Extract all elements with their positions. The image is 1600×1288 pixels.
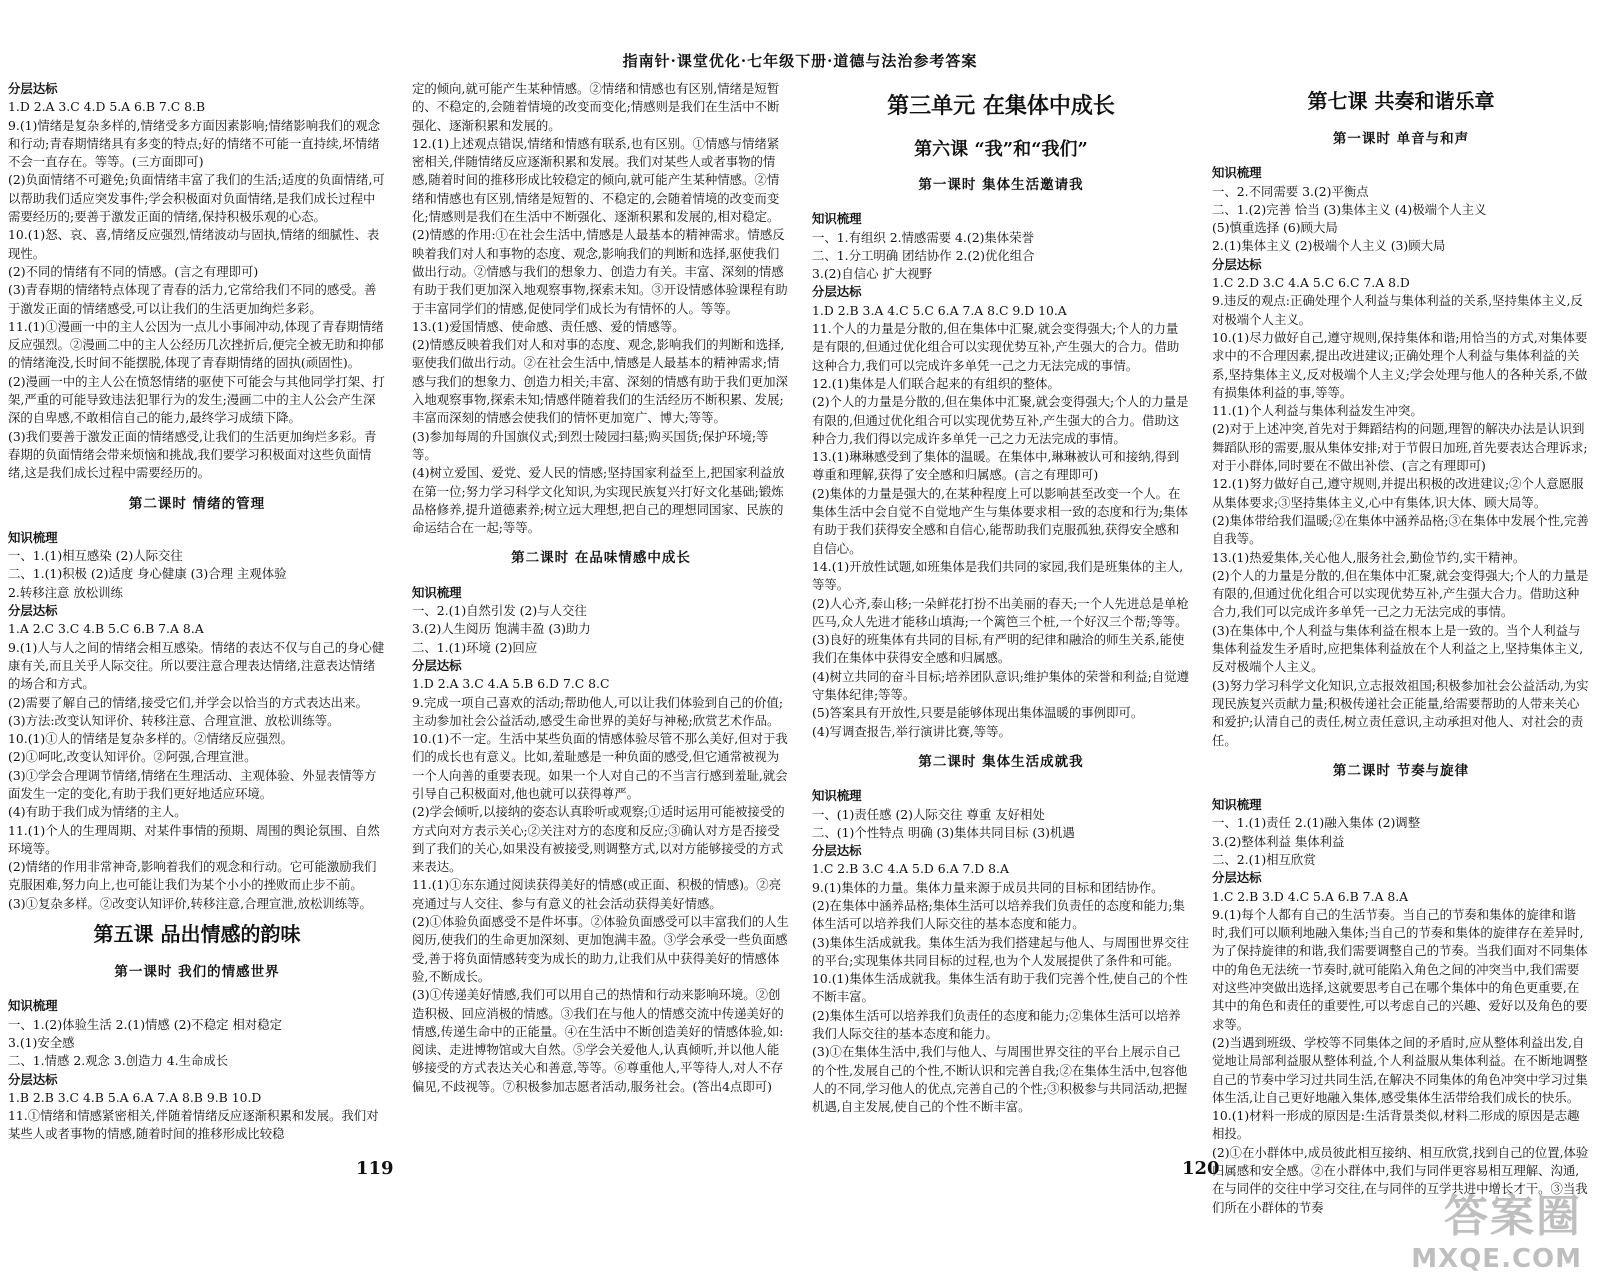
lesson-heading: 第七课 共奏和谐乐章 [1307,89,1495,113]
answer-line: (2)情感的作用:①在社会生活中,情感是人最基本的精神需求。情感反映着我们对人和事物的态度、观念,影响我们的判断和选择,驱使我们做出行动。②情感与我们的想象力、创造力有关。丰富、深刻的情感有助于我们更加深入地观察事物,探索未知。③开设情感体验课程有助于丰富同学们的情感,促使同学们成长为有情怀的人。等等。 [412,227,788,316]
answer-line: 9.(1)情绪是复杂多样的,情绪受多方面因素影响;情绪影响我们的观念和行动;青春期情绪具有多变的特点;好的情绪不可能一直持续,坏情绪不会一直存在。等等。(三方面即可) [8,117,381,170]
answer-line: 12.(1)集体是人们联合起来的有组织的整体。 [812,375,1060,391]
answer-line: 二、2.(1)相互欣赏 [1212,851,1316,867]
answer-line: (2)不同的情绪有不同的情感。(言之有理即可) [8,263,259,279]
answer-line: (2)个人的力量是分散的,但在集体中汇聚,就会变得强大;个人的力量是有限的,但通过优化组合可以实现优势互补,产生强大的合力。借助这种合力,我们得以完成许多单凭一己之力无法完成的事情。 [812,394,1189,446]
answer-line: (3)我们要善于激发正面的情绪感受,让我们的生活更加绚烂多彩。青春期的负面情绪会带来烦恼和挑战,我们要学习积极面对这些负面情绪,这是我们成长过程中需要经历的。 [8,428,377,481]
answer-line: 二、1.情感 2.观念 3.创造力 4.生命成长 [8,1053,229,1069]
answer-line: 11.个人的力量是分散的,但在集体中汇聚,就会变得强大;个人的力量是有限的,但通过优化组合可以实现优势互补,产生强大的合力。借助这种合力,我们可以完成许多单凭一己之力无法完成的事情。 [812,321,1180,373]
answer-line: 1.B 2.B 3.C 4.B 5.A 6.A 7.A 8.B 9.B 10.D [8,1089,262,1105]
section-label: 知识梳理 [812,788,862,804]
answer-line: 9.完成一项自己喜欢的活动;帮助他人,可以让我们体验到自己的价值;主动参加社会公益活动,感受生命世界的美好与神秘;欣赏艺术作品。 [412,694,784,728]
answer-line: (2)①在小群体中,成员彼此相互接纳、相互欣赏,找到自己的位置,体验归属感和安全感。②在小群体中,我们与同伴更容易相互理解、沟通,在与同伴的交往中学习交往,在与同伴的互学共进中增长才干。③当我们所在小群体的节奏 [1212,1144,1589,1215]
period-heading: 第一课时 集体生活邀请我 [918,177,1084,193]
answer-line: (2)负面情绪不可避免;负面情绪丰富了我们的生活;适度的负面情绪,可以帮助我们适应突发事件;学会积极面对负面情绪,是我们成长过程中需要经历的;要善于激发正面的情绪,保持积极乐观的心态。 [8,172,385,225]
answer-line: (4)写调查报告,举行演讲比赛,等等。 [812,723,1011,739]
answer-line: 一、1.(2)体验生活 2.(1)情感 (2)不稳定 相对稳定 [8,1016,282,1032]
watermark [1411,1180,1582,1274]
answer-line: (2)情绪的作用非常神奇,影响着我们的观念和行动。它可能激励我们克服困难,努力向上,也可能让我们为某个小小的挫败而止步不前。 [8,859,377,893]
answer-line: (5)答案具有开放性,只要是能够体现出集体温暖的事例即可。 [812,705,1144,721]
answer-line: 1.C 2.B 3.D 4.C 5.A 6.B 7.A 8.A [1212,888,1409,904]
period-heading: 第二课时 情绪的管理 [128,495,266,512]
period-heading: 第一课时 单音与和声 [1332,131,1470,147]
answer-line: 1.A 2.C 3.C 4.B 5.C 6.B 7.A 8.A [8,621,204,637]
answer-line: 2.转移注意 放松训练 [8,584,123,600]
column-4 [1212,80,1590,1215]
answer-line: 9.违反的观点:正确处理个人利益与集体利益的关系,坚持集体主义,反对极端个人主义。 [1212,293,1583,327]
answer-line: 11.(1)个人的生理周期、对某件事情的预期、周围的舆论氛围、自然环境等。 [8,822,380,856]
section-label: 分层达标 [1212,870,1262,886]
answer-line: (5)慎重选择 (6)顾大局 [1212,220,1338,236]
answer-line: (4)有助于我们成为情绪的主人。 [8,804,187,820]
period-heading: 第一课时 我们的情感世界 [114,964,280,981]
answer-line: 二、1.(1)积极 (2)适度 身心健康 (3)合理 主观体验 [8,566,287,582]
answer-line: (2)学会倾听,以接纳的姿态认真聆听或观察;①适时运用可能被接受的方式向对方表示关心;②关注对方的态度和反应;③确认对方是否接受到了我们的关心,如果没有被接受,则调整方式,以对方能够接受的方式来表达。 [412,804,785,875]
answer-line: 13.(1)琳琳感受到了集体的温暖。在集体中,琳琳被认可和接纳,得到尊重和理解,获得了安全感和归属感。(言之有理即可) [812,449,1180,483]
section-label: 分层达标 [8,81,58,96]
lesson-heading: 第六课 “我”和“我们” [914,139,1088,160]
answer-line: (2)①呵叱,改变认知评价。②阿强,合理宣泄。 [8,749,257,765]
answer-line: (3)①在集体生活中,我们与他人、与周围世界交往的平台上展示自己的个性,发展自己的个性,不断认识和完善自我;②在集体生活中,包容他人的不同,学习他人的优点,完善自己的个性;③积极参与共同活动,把握机遇,自主发展,使自己的个性不断丰富。 [812,1044,1188,1115]
section-label: 分层达标 [1212,256,1262,272]
answer-line: 9.(1)每个人都有自己的生活节奏。当自己的节奏和集体的旋律和谐时,我们可以顺利地融入集体;当自己的节奏和集体的旋律存在差异时,为了保持旋律的和谐,我们需要调整自己的节奏。当我们面对不同集体中的角色无法统一节奏时,就可能陷入角色之间的冲突当中,我们需要对这些冲突做出选择,这就要思考自己在哪个集体中的角色更重要,在其中的角色和责任的重要性,可以考虑自己的兴趣、爱好以及角色的要求等。 [1212,906,1588,1032]
unit-heading: 第三单元 在集体中成长 [887,93,1115,119]
answer-line: 13.(1)热爱集体,关心他人,服务社会,勤俭节约,实干精神。 [1212,549,1526,565]
answer-line: (3)方法:改变认知评价、转移注意、合理宣泄、放松训练等。 [8,712,340,728]
answer-line: (2)在集体中涵养品格;集体生活可以培养我们负责任的态度和能力;集体生活可以培养我们人际交往的基本态度和能力。 [812,897,1185,932]
answer-line: 11.①情绪和情感紧密相关,伴随着情绪反应逐渐积累和发展。我们对某些人或者事物的情感,随着时间的推移形成比较稳 [8,1108,379,1142]
answer-line: (2)漫画一中的主人公在愤怒情绪的驱使下可能会与其他同学打架、打架,严重的可能导致违法犯罪行为的发生;漫画二中的主人公会产生深深的自卑感,不敢相信自己的能力,最终学习成绩下降。 [8,373,385,426]
answer-line: (2)当遇到班级、学校等不同集体之间的矛盾时,应从整体利益出发,自觉地让局部利益服从整体利益,个人利益服从集体利益。在不断地调整自己的节奏中学习过共同生活,在解决不同集体的角色冲突中学习过集体生活,让自己更好地融入集体,感受集体生活带给我们成长的快乐。 [1212,1034,1588,1105]
answer-line: 二、(1)个性特点 明确 (3)集体共同目标 (3)机遇 [812,824,1075,840]
answer-line: 二、1.(1)环境 (2)回应 [412,639,538,655]
answer-line: 13.(1)爱国情感、使命感、责任感、爱的情感等。 [412,318,685,334]
answer-line: 1.D 2.B 3.A 4.C 5.C 6.A 7.A 8.C 9.D 10.A [812,302,1067,318]
answer-line: 11.(1)①漫画一中的主人公因为一点儿小事闹冲动,体现了青春期情绪反应强烈。②漫画二中的主人公经历几次挫折后,便完全被无助和抑郁的情绪淹没,长时间不能摆脱,体现了青春期情绪的固执(顽固性)。 [8,318,384,371]
answer-line: 10.(1)尽力做好自己,遵守规则,保持集体和谐;用恰当的方式,对集体要求中的不合理因素,提出改进建议;正确处理个人利益与集体利益的关系,坚持集体主义,反对极端个人主义;学会处理与他人的各种关系,不做有损集体利益的事,等等。 [1212,329,1588,400]
answer-line: (3)①传递美好情感,我们可以用自己的热情和行动来影响环境。②创造积极、回应消极的情感。③我们在与他人的情感交流中传递美好的情感,传递生命中的正能量。④在生活中不断创造美好的情感体验,如:阅读、走进博物馆或大自然。⑤学会关爱他人,认真倾听,并以他人能够接受的方式表达关心和善意,等等。⑥尊重他人,平等待人,对人不存偏见,不歧视等。⑦积极参加志愿者活动,服务社会。(答出4点即可) [412,987,784,1094]
watermark-logo: 答案圈 [1444,1191,1582,1242]
answer-line: 12.(1)努力做好自己,遵守规则,并提出积极的改进建议;②个人意愿服从集体要求;③坚持集体主义,心中有集体,识大体、顾大局等。 [1212,476,1584,510]
answer-line: 10.(1)材料一形成的原因是:生活背景类似,材料二形成的原因是志趣相投。 [1212,1108,1580,1142]
period-heading: 第二课时 集体生活成就我 [918,753,1084,770]
answer-line: (2)集体带给我们温暖;②在集体中涵养品格;③在集体中发展个性,完善自我等。 [1212,512,1589,547]
section-label: 知识梳理 [412,584,462,600]
section-label: 分层达标 [412,657,462,673]
section-label: 分层达标 [8,1071,58,1087]
answer-line: 3.(2)人生阅历 饱满丰盈 (3)助力 [412,621,591,637]
answer-line: 11.(1)个人利益与集体利益发生冲突。 [1212,403,1423,419]
answer-line: 一、1.(1)相互感染 (2)人际交往 [8,548,183,564]
answer-line: (2)集体的力量是强大的,在某种程度上可以影响甚至改变一个人。在集体生活中会自觉不自觉地产生与集体要求相一致的态度和行为;集体有助于我们获得安全感和自信心,能帮助我们克服孤独,获得安全感和自信心。 [812,485,1188,556]
answer-line: 2.(1)集体主义 (2)极端个人主义 (3)顾大局 [1212,238,1446,254]
page-number-right: 120 [1182,1158,1220,1179]
page-number-left: 119 [356,1158,394,1179]
answer-line: (2)人心齐,泰山移;一朵鲜花打扮不出美丽的春天;一个人先进总是单枪匹马,众人先进才能移山填海;一个篱笆三个桩,一个好汉三个帮;等等。 [812,595,1189,629]
answer-line: 10.(1)集体生活成就我。集体生活有助于我们完善个性,使自己的个性不断丰富。 [812,971,1188,1005]
answer-line: (4)树立爱国、爱党、爱人民的情感;坚持国家利益至上,把国家利益放在第一位;努力学习科学文化知识,为实现民族复兴打好文化基础;锻炼品格修养,提升道德素养;树立远大理想,把自己的理想同国家、民族的命运结合在一起;等等。 [412,465,785,536]
answer-line: 一、1.(1)责任 2.(1)融入集体 (2)调整 [1212,815,1421,831]
answer-line: (2)需要了解自己的情绪,接受它们,并学会以恰当的方式表达出来。 [8,694,368,710]
answer-line: (2)情感反映着我们对人和对事的态度、观念,影响我们的判断和选择,驱使我们做出行动。②在社会生活中,情感是人最基本的精神需求;情感与我们的想象力、创造力相关;丰富、深刻的情感有助于我们更加深入地观察事物,探索未知;情感伴随着我们的生活经历不断积累、发展;丰富而深刻的情感会使我们的情怀更加宽广、博大;等等。 [412,337,788,426]
answer-line: (3)①学会合理调节情绪,情绪在生理活动、主观体验、外显表情等方面发生一定的变化,有助于我们更好地适应环境。 [8,767,377,801]
answer-line: 1.D 2.A 3.C 4.A 5.B 6.D 7.C 8.C [412,676,610,692]
answer-line: (2)集体生活可以培养我们负责任的态度和能力;②集体生活可以培养我们人际交往的基本态度和能力。 [812,1007,1181,1042]
answer-line: 定的倾向,就可能产生某种情感。②情绪和情感也有区别,情绪是短暂的、不稳定的,会随着情境的改变而变化;情感则是我们在生活中不断强化、逐渐积累和发展的。 [412,81,780,133]
answer-line: 9.(1)人与人之间的情绪会相互感染。情绪的表达不仅与自己的身心健康有关,而且关乎人际交往。所以要注意合理表达情绪,注意表达情绪的场合和方式。 [8,639,385,692]
answer-line: 一、1.有组织 2.情感需要 4.(2)集体荣誉 [812,229,1034,245]
answer-line: 一、2.不同需要 3.(2)平衡点 [1212,183,1369,199]
answer-line: 3.(2)整体利益 集体利益 [1212,833,1345,849]
section-label: 知识梳理 [8,529,58,545]
answer-line: (3)努力学习科学文化知识,立志报效祖国;积极参加社会公益活动,为实现民族复兴贡献力量;积极传递社会正能量,给需要帮助的人带来关心和爱护;认清自己的责任,树立责任意识,主动承担对他人、对社会的责任。 [1212,677,1589,748]
section-label: 分层达标 [812,843,862,859]
column-1 [8,80,386,1160]
answer-line: (3)良好的班集体有共同的目标,有严明的纪律和融洽的师生关系,能使我们在集体中获得安全感和归属感。 [812,632,1185,666]
answer-line: 10.(1)怒、哀、喜,情绪反应强烈,情绪波动与固执,情绪的细腻性、表现性。 [8,227,380,261]
answer-line: 二、1.分工明确 团结协作 2.(2)优化组合 [812,247,1035,263]
answer-line: 10.(1)不一定。生活中某些负面的情感体验尽管不那么美好,但对于我们的成长也有意义。比如,羞耻感是一种负面的感受,但它通常被视为一个人向善的重要表现。如果一个人对自己的不当言行感到羞耻,就会引导自己积极面对,他也就可以获得尊严。 [412,731,788,801]
lesson-heading: 第五课 品出情感的韵味 [93,922,301,947]
section-label: 分层达标 [812,284,862,300]
answer-line: 1.C 2.B 3.C 4.A 5.D 6.A 7.D 8.A [812,861,1009,877]
answer-line: 11.(1)①东东通过阅读获得美好的情感(或正面、积极的情感)。②亮亮通过与人交往、参与有意义的社会活动获得美好情感。 [412,877,782,911]
period-heading: 第二课时 节奏与旋律 [1332,762,1470,779]
answer-line: 10.(1)①人的情绪是复杂多样的。②情绪反应强烈。 [8,731,294,747]
answer-line: 1.C 2.D 3.C 4.A 5.C 6.C 7.A 8.D [1212,275,1410,291]
section-label: 知识梳理 [8,998,58,1014]
answer-line: 14.(1)开放性试题,如班集体是我们共同的家园,我们是班集体的主人,等等。 [812,558,1184,593]
answer-line: (3)在集体中,个人利益与集体利益在根本上是一致的。当个人利益与集体利益发生矛盾时,应把集体利益放在个人利益之上,坚持集体主义,反对极端个人主义。 [1212,622,1584,675]
answer-line: 二、1.(2)完善 恰当 (3)集体主义 (4)极端个人主义 [1212,201,1487,217]
answer-line: (2)①体验负面感受不是件坏事。②体验负面感受可以丰富我们的人生阅历,使我们的生命更加深刻、更加饱满丰盈。③学会承受一些负面感受,善于将负面情感转变为成长的助力,让我们从中获得美好的情感体验,不断成长。 [412,914,789,984]
column-3 [812,80,1190,1160]
answer-line: 3.(1)安全感 [8,1034,75,1050]
answer-line: 9.(1)集体的力量。集体力量来源于成员共同的目标和团结协作。 [812,879,1164,895]
answer-line: 一、(1)责任感 (2)人际交往 尊重 友好相处 [812,806,1045,822]
answer-line: (3)参加每周的升国旗仪式;到烈士陵园扫墓;购买国货;保护环境;等等。 [412,428,769,462]
answer-line: 一、2.(1)自然引发 (2)与人交往 [412,603,587,619]
answer-line: (2)个人的力量是分散的,但在集体中汇聚,就会变得强大;个人的力量是有限的,但通过优化组合可以实现优势互补,产生强大合力。借助这种合力,我们可以完成许多单凭一己之力无法完成的事情。 [1212,567,1589,620]
answer-line: 1.D 2.A 3.C 4.D 5.A 6.B 7.C 8.B [8,99,206,115]
section-label: 知识梳理 [1212,797,1262,813]
watermark-url: MXQE.COM [1411,1244,1582,1274]
answer-line: (3)集体生活成就我。集体生活为我们搭建起与他人、与周围世界交往的平台;实现集体共同目标的过程,也为个人发展提供了条件和可能。 [812,934,1189,968]
answer-line: (3)青春期的情绪特点体现了青春的活力,它常给我们不同的感受。善于激发正面的情绪感受,可以让我们的生活更加绚烂多彩。 [8,282,377,316]
answer-line: 3.(2)自信心 扩大视野 [812,266,933,282]
answer-line: 12.(1)上述观点错误,情绪和情感有联系,也有区别。①情感与情绪紧密相关,伴随情绪反应逐渐积累和发展。我们对某些人或者事物的情感,随着时间的推移形成比较稳定的倾向,就可能产生某种情感。②情绪和情感也有区别,情绪是短暂的、不稳定的,会随着情境的改变而变化;情感则是我们在生活中不断强化、逐渐积累和发展的,相对稳定。 [412,135,780,225]
page-header: 指南针·课堂优化·七年级下册·道德与法治参考答案 [622,52,978,70]
section-label: 分层达标 [8,603,58,619]
answer-line: (2)对于上述冲突,首先对于舞蹈结构的问题,理智的解决办法是认识到舞蹈队形的需要,服从集体安排;对于节假日加班,首先要表达合理诉求;对于小群体,同时要在不做出补偿、(言之有理即可) [1212,421,1588,474]
answer-line: (3)①复杂多样。②改变认知评价,转移注意,合理宣泄,放松训练等。 [8,895,372,911]
column-2 [412,80,790,1160]
section-label: 知识梳理 [812,211,862,227]
section-label: 知识梳理 [1212,165,1262,181]
answer-line: (4)树立共同的奋斗目标;培养团队意识;维护集体的荣誉和利益;自觉遵守集体纪律;等等。 [812,668,1190,703]
period-heading: 第二课时 在品味情感中成长 [511,550,691,567]
